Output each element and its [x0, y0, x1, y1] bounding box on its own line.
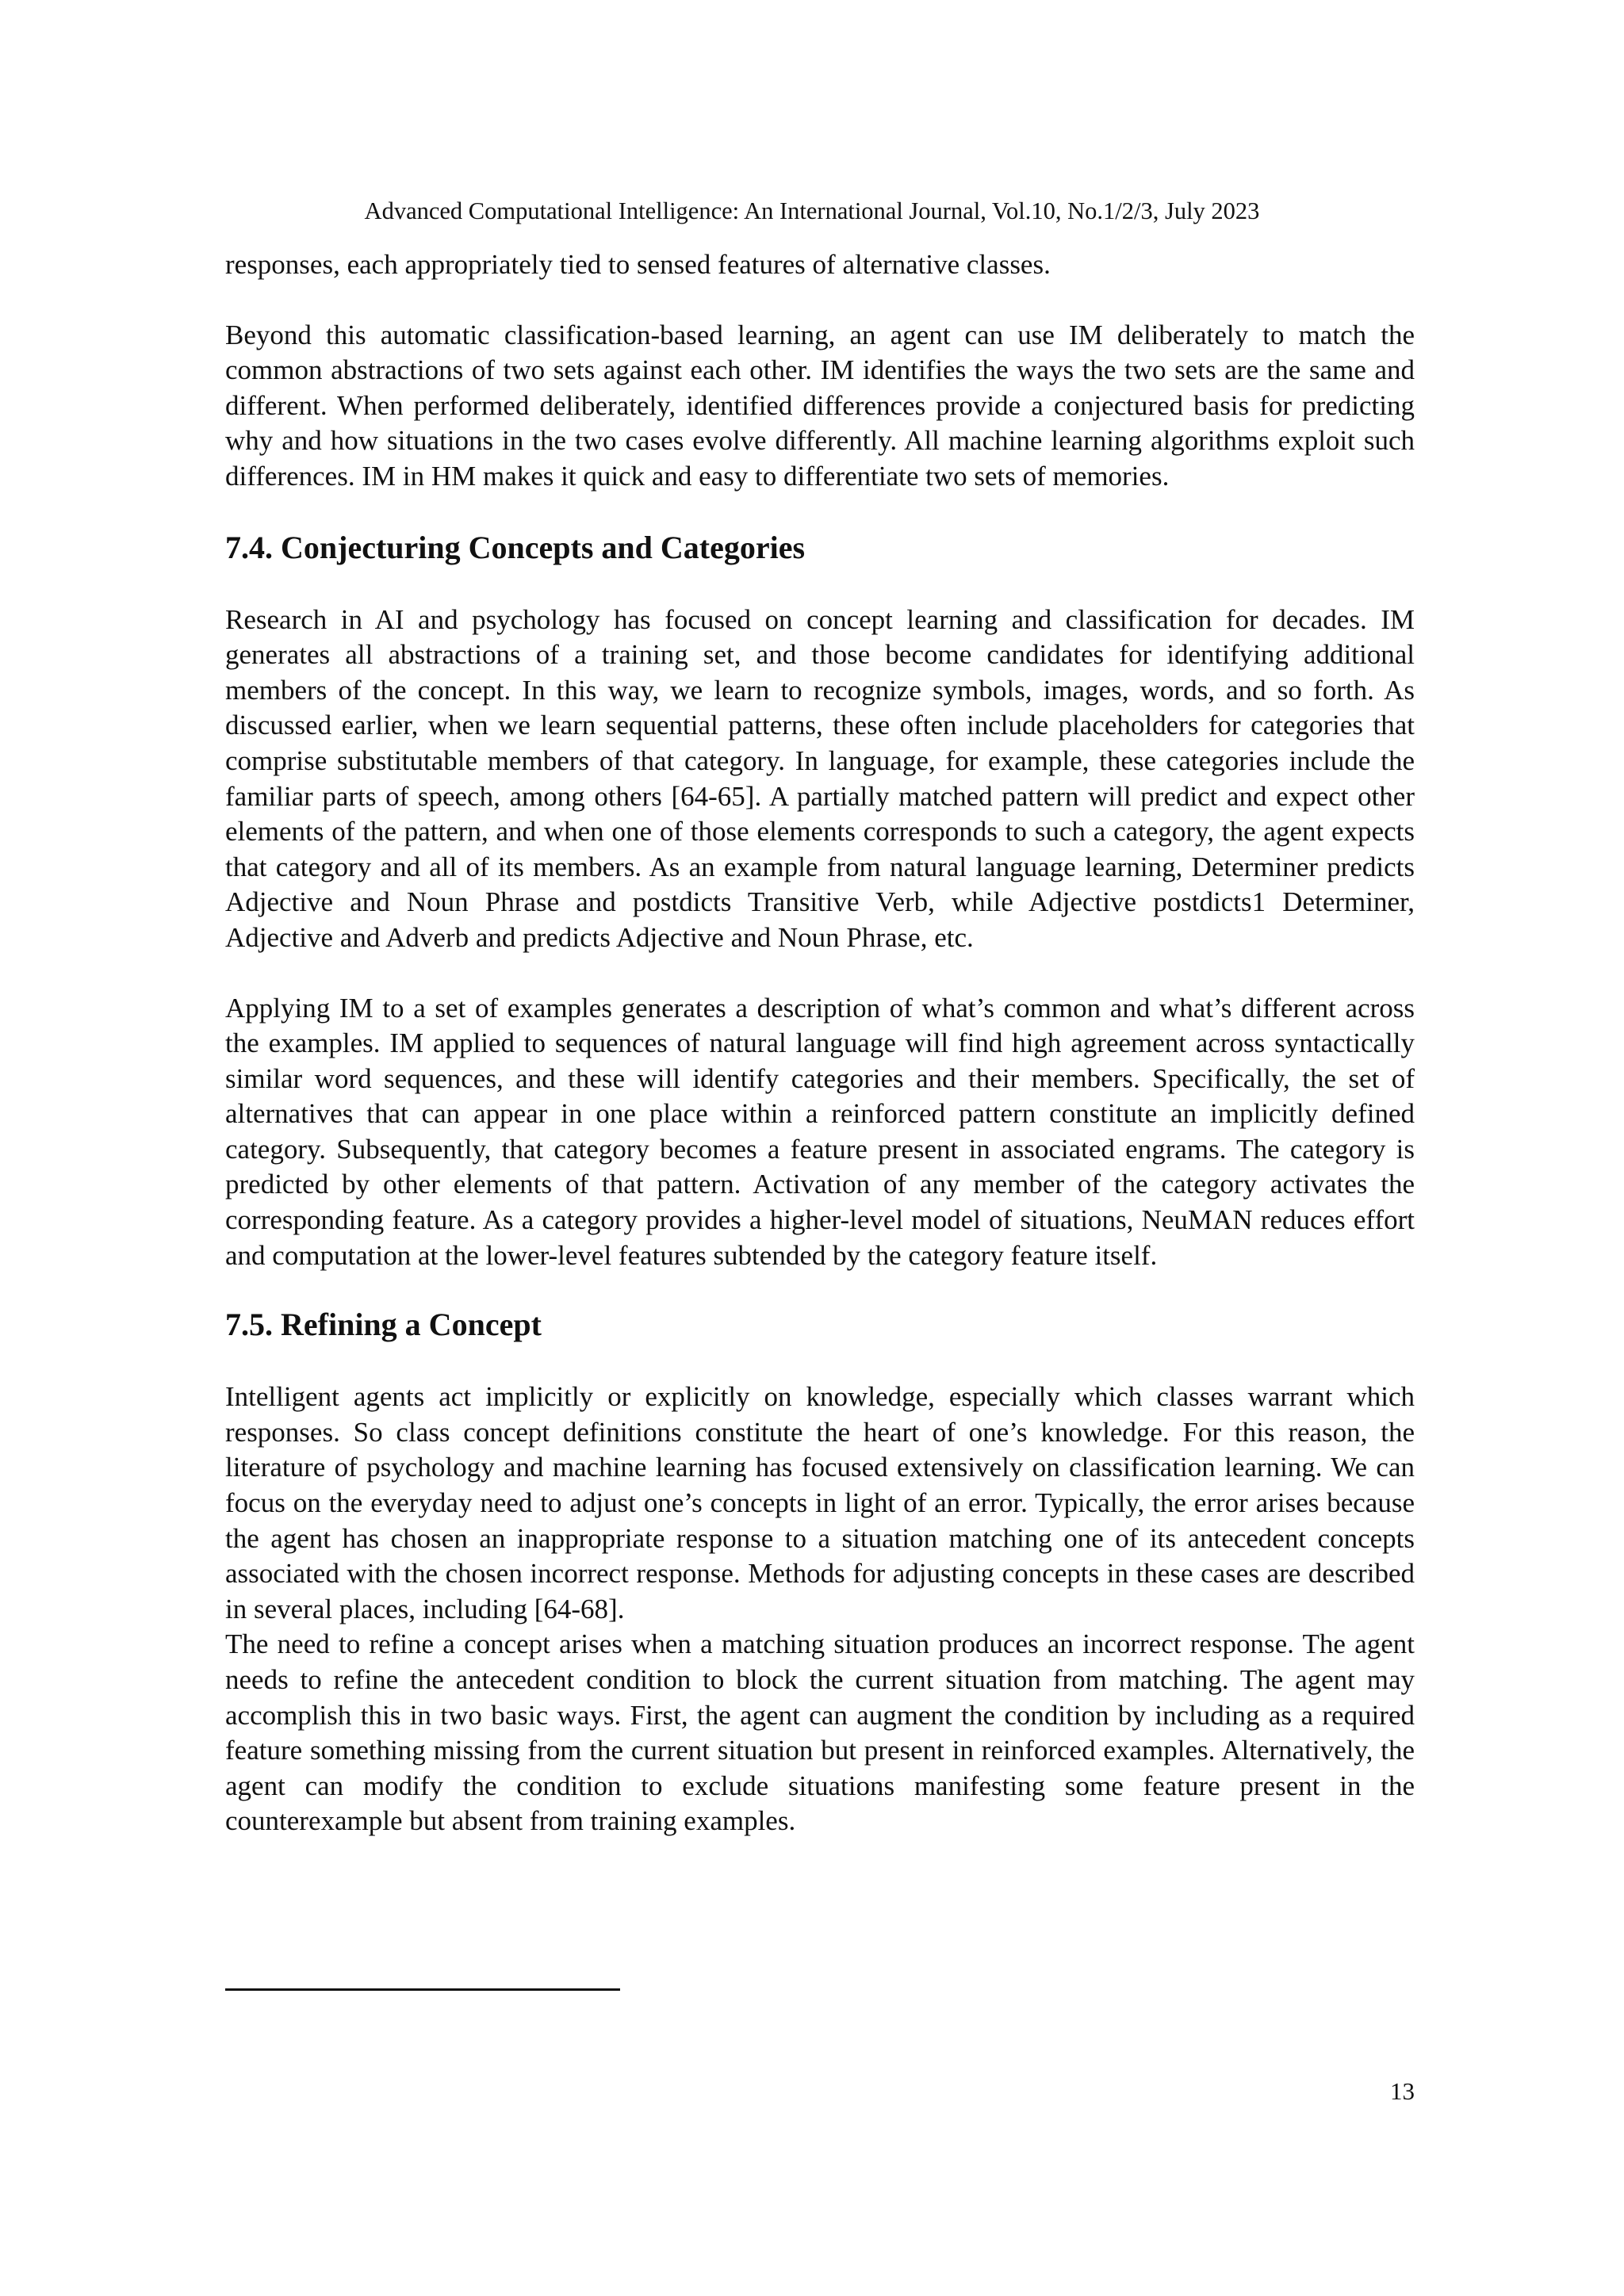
- section-heading-7-5: 7.5. Refining a Concept: [225, 1307, 542, 1343]
- paragraph-beyond-classification: Beyond this automatic classification-based learning, an agent can use IM deliberately to match the common abstractions of two sets against each other. IM identifies the ways the two sets are the same and different. When performed deliberately, identified differences provide a conjectured basis for predicting why and how situations in the two cases evolve differently. All machine learning algorithms exploit such differences. IM in HM makes it quick and easy to differentiate two sets of memories.: [225, 319, 1415, 492]
- page-number: 13: [1390, 2077, 1415, 2105]
- paragraph-applying-im: Applying IM to a set of examples generates a description of what’s common and what’s different across the examples. IM applied to sequences of natural language will find high agreement across syntactically similar word sequences, and these will identify categories and their members. Specifically, the set of alternatives that can appear in one place within a reinforced pattern constitute an implicitly defined category. Subsequently, that category becomes a feature present in associated engrams. The category is predicted by other elements of that pattern. Activation of any member of the category activates the corresponding feature. As a category provides a higher-level model of situations, NeuMAN reduces effort and computation at the lower-level features subtended by the category feature itself.: [225, 992, 1415, 1271]
- body-text: [225, 247, 1415, 1839]
- paragraph-concept-learning: Research in AI and psychology has focused on concept learning and classification for decades. IM generates all abstractions of a training set, and those become candidates for identifying additional members of the concept. In this way, we learn to recognize symbols, images, words, and so forth. As discussed earlier, when we learn sequential patterns, these often include placeholders for categories that comprise substitutable members of that category. In language, for example, these categories include the familiar parts of speech, among others [64-65]. A partially matched pattern will predict and expect other elements of the pattern, and when one of those elements corresponds to such a category, the agent expects that category and all of its members. As an example from natural language learning, Determiner predicts Adjective and Noun Phrase and postdicts Transitive Verb, while Adjective postdicts1 Determiner, Adjective and Adverb and predicts Adjective and Noun Phrase, etc.: [225, 603, 1415, 953]
- paragraph-continuation: responses, each appropriately tied to sensed features of alternative classes.: [225, 249, 1051, 280]
- running-header: Advanced Computational Intelligence: An International Journal, Vol.10, No.1/2/3, July 2023: [364, 197, 1260, 224]
- footnote-rule: [225, 1988, 620, 1991]
- paragraph-refine-concept: The need to refine a concept arises when a matching situation produces an incorrect response. The agent needs to refine the antecedent condition to block the current situation from matching. The agent may accomplish this in two basic ways. First, the agent can augment the condition by including as a required feature something missing from the current situation but present in reinforced examples. Alternatively, the agent can modify the condition to exclude situations manifesting some feature present in the counterexample but absent from training examples.: [225, 1628, 1415, 1837]
- paragraph-intelligent-agents: Intelligent agents act implicitly or explicitly on knowledge, especially which classes warrant which responses. So class concept definitions constitute the heart of one’s knowledge. For this reason, the literature of psychology and machine learning has focused extensively on classification learning. We can focus on the everyday need to adjust one’s concepts in light of an error. Typically, the error arises because the agent has chosen an inappropriate response to a situation matching one of its antecedent concepts associated with the chosen incorrect response. Methods for adjusting concepts in these cases are described in several places, including [64-68].: [225, 1381, 1415, 1624]
- section-heading-7-4: 7.4. Conjecturing Concepts and Categories: [225, 529, 806, 565]
